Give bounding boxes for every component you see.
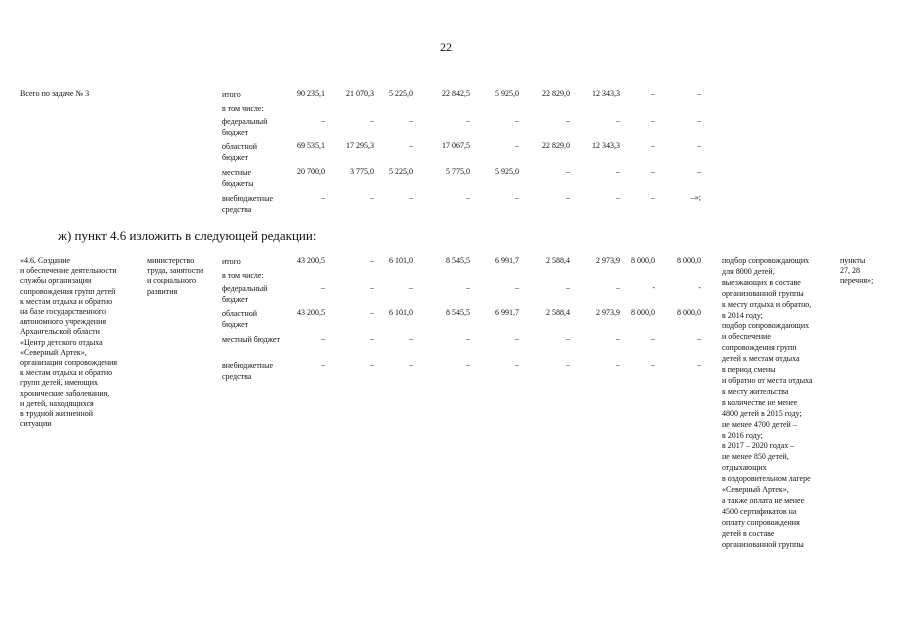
item-result-line: и обратно от места отдыха [722,375,813,385]
table-cell: – [697,360,701,369]
table-cell: 6 101,0 [389,308,413,317]
table-cell: – [321,116,325,125]
row-label: в том числе: [222,104,264,113]
row-label: внебюджетные средства [222,361,273,381]
table-cell: – [409,283,413,292]
item-executor-line: развития [147,286,178,296]
table-cell: 6 991,7 [495,308,519,317]
table-cell: 43 200,5 [297,308,325,317]
table-cell: – [466,334,470,343]
item-name-line: в трудной жизненной [20,409,94,419]
table-cell: 8 000,0 [677,308,701,317]
table-cell: 5 925,0 [495,167,519,176]
table-cell: 8 000,0 [677,256,701,265]
table-cell: 17 067,5 [442,141,470,150]
total-label: Всего по задаче № 3 [20,89,90,98]
item-result-line: детей в составе [722,528,775,538]
table-cell: – [616,360,620,369]
item-executor-line: министерство [147,256,195,265]
item-name-line: сопровождения групп детей [20,286,116,296]
table-cell: 2 973,9 [596,308,620,317]
item-reference-line: 27, 28 [840,266,860,276]
item-name-line: организация сопровождения [20,358,118,368]
row-label: итого [222,90,241,99]
item-name-line: к местам отдыха и обратно [20,296,113,306]
item-result-line: отдыхающих [722,463,767,473]
item-name-line: и детей, находящихся [20,398,94,408]
item-result-line: детей к местам отдыха [722,354,800,364]
table-cell: – [616,334,620,343]
item-reference [840,256,873,287]
item-result-line: в период смены [722,365,776,375]
table-cell: 17 295,3 [346,141,374,150]
table-cell: – [651,141,655,150]
page-number: 22 [440,40,452,54]
table-cell: 8 000,0 [631,308,655,317]
item-name-line: «4.6. Создание [20,256,71,265]
item-result-line: в оздоровительном лагере [722,474,811,484]
item-result-line: не менее 4700 детей – [722,419,797,429]
item-result-line: организованной группы [722,539,804,549]
item-name-line: службы организации [20,276,92,286]
table-cell: 21 070,3 [346,89,374,98]
table-cell: 3 775,0 [350,167,374,176]
table-cell: 5 775,0 [446,167,470,176]
item-result-line: для 8000 детей, [722,266,775,276]
table-cell: 2 973,9 [596,256,620,265]
table-cell: – [515,283,519,292]
table-cell: 20 700,0 [297,167,325,176]
item-result-line: в 2017 – 2020 годах – [722,441,795,451]
item-executor-line: и социального [147,276,197,286]
table-cell: 43 200,5 [297,256,325,265]
table-cell: – [515,193,519,202]
table-cell: 8 545,5 [446,256,470,265]
table-cell: 90 235,1 [297,89,325,98]
item-result-line: подбор сопровождающих [722,321,810,331]
item-result-line: а также оплата не менее [722,495,805,505]
item-executor-line: труда, занятости [147,266,204,276]
table-cell: – [616,283,620,292]
item-name-line: к местам отдыха и обратно [20,368,113,378]
item-result-line: «Северный Артек», [722,485,789,495]
table-cell: – [409,141,413,150]
table-cell: – [515,116,519,125]
table-cell: – [651,334,655,343]
table-cell: – [370,308,374,317]
table-cell: –»; [690,193,701,202]
item-result-line: не менее 850 детей, [722,452,789,462]
item-name-line: групп детей, имеющих [20,378,98,388]
item-result-line: сопровождения групп [722,343,797,353]
item-result-line: в 2014 году; [722,310,763,320]
item-reference-line: перечня»; [840,276,874,286]
item-name-line: хронические заболевания, [20,388,110,398]
item-result-line: к месту отдыха и обратно, [722,299,812,309]
table-cell: – [697,141,701,150]
table-cell: – [566,167,570,176]
item-name-line: автономного учреждения [20,317,107,327]
table-cell: 22 829,0 [542,141,570,150]
table-cell: – [321,193,325,202]
table-cell: 5 225,0 [389,89,413,98]
table-cell: – [566,116,570,125]
item-name-line: на базе государственного [20,307,106,317]
table-cell: – [697,116,701,125]
item-name [20,256,117,429]
table-cell: – [566,360,570,369]
table-cell: – [616,193,620,202]
item-result-line: в количестве не менее [722,397,798,407]
table-cell: – [566,283,570,292]
table-cell: – [616,167,620,176]
table-cell: 2 588,4 [546,256,570,265]
table-cell: 5 925,0 [495,89,519,98]
item-name-line: ситуации [20,419,52,429]
table-cell: – [515,334,519,343]
table-cell: – [515,360,519,369]
table-cell: 12 343,3 [592,89,620,98]
table-cell: 8 545,5 [446,308,470,317]
item-result-line: выезжающих в составе [722,277,801,287]
item-result-line: и обеспечение [722,332,771,342]
table-cell: – [651,167,655,176]
table-cell: – [370,193,374,202]
item-name-line: Архангельской области [20,327,100,337]
row-label: в том числе: [222,271,264,280]
table-cell: - [652,283,655,292]
table-cell: – [697,89,701,98]
table-cell: - [698,283,701,292]
section-heading: ж) пункт 4.6 изложить в следующей редакции: [58,228,317,243]
table-cell: 12 343,3 [592,141,620,150]
item-result-line: подбор сопровождающих [722,256,810,265]
table-cell: – [466,283,470,292]
table-cell: – [321,283,325,292]
item-result-line: к месту жительства [722,386,789,396]
table-cell: – [370,256,374,265]
table-cell: 8 000,0 [631,256,655,265]
table-cell: – [466,116,470,125]
table-cell: – [370,334,374,343]
item-executor [147,256,203,297]
row-label: областной бюджет [222,309,258,329]
table-cell: – [651,116,655,125]
table-cell: – [697,334,701,343]
row-label: внебюджетные средства [222,194,273,214]
row-label: федеральный бюджет [222,284,268,304]
item-name-line: «Центр детского отдыха [20,337,103,347]
table-cell: 5 225,0 [389,167,413,176]
table-cell: – [466,360,470,369]
table-cell: 22 842,5 [442,89,470,98]
table-cell: – [697,167,701,176]
table-cell: – [370,360,374,369]
item-name-line: и обеспечение деятельности [20,266,117,276]
item-result-line: оплату сопровождения [722,517,800,527]
table-cell: – [370,116,374,125]
table-cell: – [651,89,655,98]
row-label: местный бюджет [222,335,280,344]
row-label: местные бюджеты [222,168,254,188]
row-label: итого [222,257,241,266]
item-result-line: 4500 сертификатов на [722,506,797,516]
item-result-line: в 2016 году; [722,430,763,440]
item-name-line: «Северный Артек», [20,347,87,357]
table-cell: – [651,360,655,369]
table-cell: – [409,193,413,202]
item-reference-line: пункты [840,256,866,265]
table-cell: – [566,193,570,202]
table-cell: – [370,283,374,292]
table-cell: 6 991,7 [495,256,519,265]
table-cell: 2 588,4 [546,308,570,317]
item-result-line: организованной группы [722,288,804,298]
table-cell: – [515,141,519,150]
table-cell: – [409,116,413,125]
table-cell: 6 101,0 [389,256,413,265]
table-cell: – [651,193,655,202]
table-cell: 22 829,0 [542,89,570,98]
table-cell: – [321,334,325,343]
table-cell: – [409,334,413,343]
item-result-line: 4800 детей в 2015 году; [722,408,802,418]
table-cell: – [466,193,470,202]
row-label: областной бюджет [222,142,258,162]
item-result [722,256,813,550]
table-cell: – [321,360,325,369]
table-cell: – [616,116,620,125]
table-cell: – [566,334,570,343]
row-label: федеральный бюджет [222,117,268,137]
table-cell: 69 535,1 [297,141,325,150]
table-cell: – [409,360,413,369]
